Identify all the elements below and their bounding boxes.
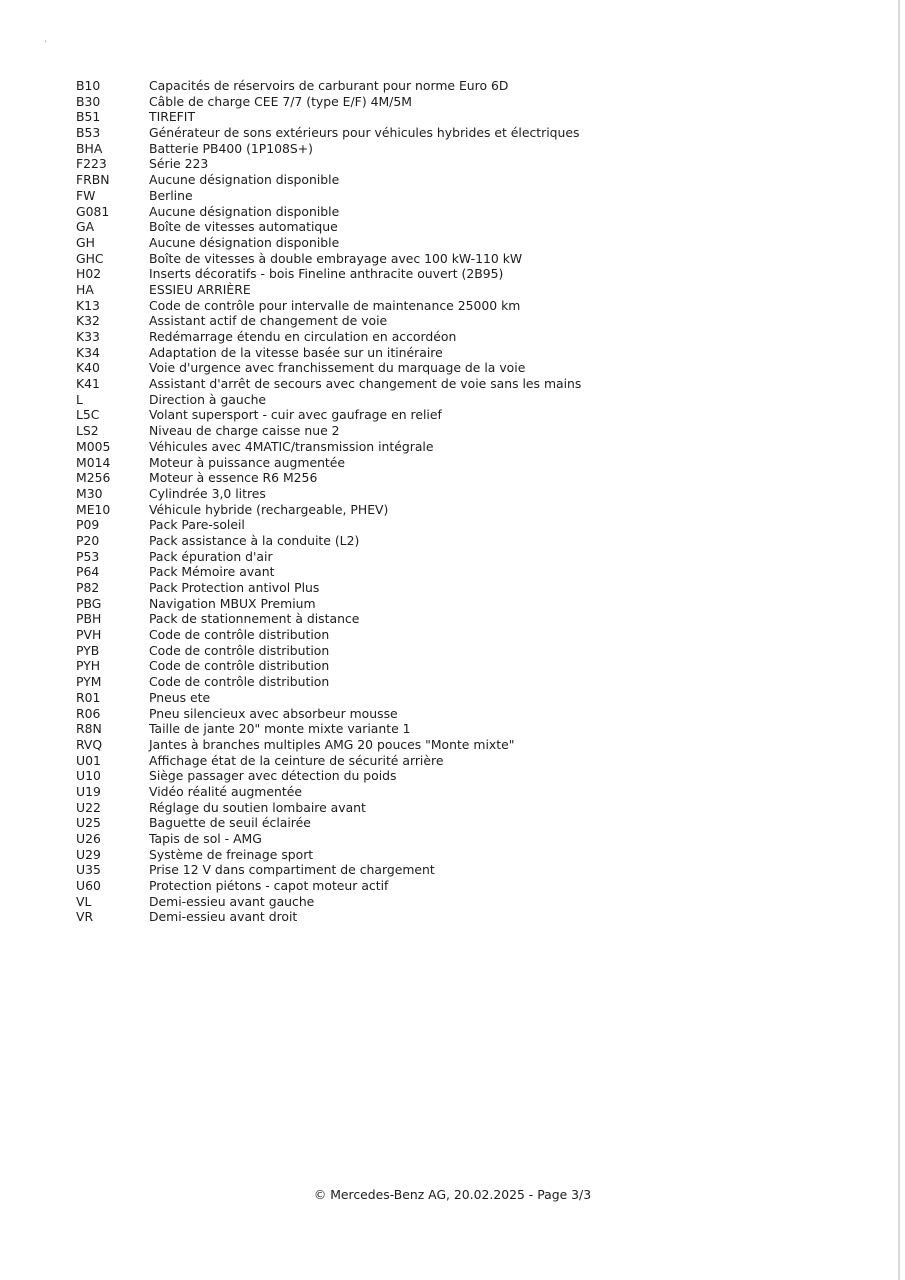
option-description: Aucune désignation disponible (149, 203, 340, 219)
option-code: M014 (76, 454, 111, 470)
option-code: K33 (76, 329, 100, 344)
option-description: Pneu silencieux avec absorbeur mousse (149, 705, 398, 721)
code-row (76, 125, 876, 141)
option-description: Moteur à essence R6 M256 (149, 470, 318, 486)
code-row (76, 580, 876, 596)
option-code: VR (76, 909, 94, 925)
option-description: Pack assistance à la conduite (L2) (149, 532, 360, 548)
option-code: U35 (76, 862, 101, 878)
option-description: Générateur de sons extérieurs pour véhicules hybrides et électriques (149, 125, 580, 141)
option-code: B30 (76, 93, 101, 109)
code-row (76, 611, 876, 627)
code-row (76, 815, 876, 831)
option-code: P82 (76, 580, 100, 595)
option-code: ME10 (76, 501, 111, 517)
option-description: Code de contrôle distribution (149, 627, 330, 643)
code-row (76, 706, 876, 722)
option-description: Cylindrée 3,0 litres (149, 485, 266, 501)
option-code: K40 (76, 360, 100, 376)
code-row (76, 690, 876, 706)
option-code: U19 (76, 783, 101, 799)
option-description: Affichage état de la ceinture de sécurité arrière (149, 752, 444, 768)
option-code: F223 (76, 156, 107, 172)
option-code: PVH (76, 627, 102, 643)
code-row (76, 596, 876, 612)
option-code: BHA (76, 140, 103, 156)
option-description: Réglage du soutien lombaire avant (149, 799, 366, 815)
option-description: Code de contrôle distribution (149, 642, 330, 658)
code-row (76, 266, 876, 282)
code-row (76, 235, 876, 251)
code-row (76, 847, 876, 863)
option-description: Code de contrôle pour intervalle de maintenance 25000 km (149, 297, 521, 313)
option-code: R8N (76, 721, 102, 737)
option-code: GH (76, 234, 95, 250)
option-code: U29 (76, 846, 101, 862)
option-code: LS2 (76, 423, 99, 439)
code-row (76, 643, 876, 659)
option-description: Taille de jante 20" monte mixte variante 1 (149, 721, 411, 737)
option-description: Moteur à puissance augmentée (149, 454, 346, 470)
code-row (76, 329, 876, 345)
code-row (76, 486, 876, 502)
option-description: Berline (149, 187, 193, 203)
option-description: Volant supersport - cuir avec gaufrage en relief (149, 407, 442, 423)
option-code: B53 (76, 125, 101, 141)
code-row (76, 141, 876, 157)
code-row (76, 627, 876, 643)
code-row (76, 455, 876, 471)
option-code: FRBN (76, 172, 110, 188)
option-description: Pack Protection antivol Plus (149, 580, 320, 595)
option-description: Batterie PB400 (1P108S+) (149, 140, 314, 156)
code-row (76, 345, 876, 361)
code-row (76, 753, 876, 769)
code-row (76, 219, 876, 235)
option-code: PBG (76, 595, 102, 611)
code-row (76, 502, 876, 518)
code-row (76, 800, 876, 816)
option-description: Capacités de réservoirs de carburant pour norme Euro 6D (149, 78, 509, 93)
code-row (76, 109, 876, 125)
option-description: ESSIEU ARRIÈRE (149, 281, 251, 297)
option-description: Inserts décoratifs - bois Fineline anthracite ouvert (2B95) (149, 266, 504, 282)
code-row (76, 423, 876, 439)
option-description: Véhicule hybride (rechargeable, PHEV) (149, 501, 389, 517)
code-row (76, 831, 876, 847)
option-description: Boîte de vitesses automatique (149, 219, 338, 235)
code-row (76, 360, 876, 376)
code-row (76, 737, 876, 753)
scan-edge-line (898, 0, 900, 1280)
code-row (76, 407, 876, 423)
option-code: P09 (76, 517, 100, 533)
code-row (76, 298, 876, 314)
option-description: Système de freinage sport (149, 846, 314, 862)
code-row (76, 784, 876, 800)
option-code: K32 (76, 313, 100, 329)
option-code: K13 (76, 297, 100, 313)
option-description: Demi-essieu avant gauche (149, 893, 315, 909)
option-code: R01 (76, 689, 101, 705)
scan-mark: ’ (44, 40, 47, 50)
code-row (76, 376, 876, 392)
option-description: Redémarrage étendu en circulation en accordéon (149, 329, 457, 344)
option-code: U01 (76, 752, 101, 768)
option-description: Pack Pare-soleil (149, 517, 245, 533)
code-row (76, 674, 876, 690)
option-description: Siège passager avec détection du poids (149, 768, 397, 784)
option-description: Baguette de seuil éclairée (149, 815, 311, 831)
code-row (76, 909, 876, 925)
option-code: P53 (76, 548, 100, 564)
option-description: Demi-essieu avant droit (149, 909, 298, 925)
option-code: U25 (76, 815, 101, 831)
option-code: B51 (76, 109, 101, 125)
code-row (76, 204, 876, 220)
option-code: RVQ (76, 736, 103, 752)
option-description: Direction à gauche (149, 391, 267, 407)
option-code: R06 (76, 705, 101, 721)
option-code: G081 (76, 203, 110, 219)
code-row (76, 517, 876, 533)
option-description: Adaptation de la vitesse basée sur un itinéraire (149, 344, 443, 360)
option-description: Niveau de charge caisse nue 2 (149, 423, 340, 439)
code-row (76, 894, 876, 910)
code-row (76, 172, 876, 188)
code-row (76, 470, 876, 486)
code-row (76, 549, 876, 565)
option-code: VL (76, 893, 92, 909)
option-description: Aucune désignation disponible (149, 234, 340, 250)
option-description: Boîte de vitesses à double embrayage avec 100 kW-110 kW (149, 250, 523, 266)
option-description: Navigation MBUX Premium (149, 595, 316, 611)
code-row (76, 94, 876, 110)
code-row (76, 251, 876, 267)
option-description: Véhicules avec 4MATIC/transmission intégrale (149, 438, 434, 454)
code-row (76, 439, 876, 455)
option-code: U22 (76, 799, 101, 815)
code-row (76, 721, 876, 737)
option-description: Aucune désignation disponible (149, 172, 340, 188)
option-code: M256 (76, 470, 111, 486)
option-code: M30 (76, 485, 103, 501)
option-code: U26 (76, 831, 101, 846)
option-description: Pack Mémoire avant (149, 564, 275, 580)
option-description: Voie d'urgence avec franchissement du marquage de la voie (149, 360, 526, 376)
option-description: Assistant d'arrêt de secours avec changement de voie sans les mains (149, 376, 582, 392)
option-code: GHC (76, 250, 104, 266)
option-code: U60 (76, 878, 101, 894)
option-code: P64 (76, 564, 100, 580)
option-code: PYB (76, 642, 100, 658)
code-row (76, 392, 876, 408)
code-row (76, 78, 876, 94)
code-row (76, 533, 876, 549)
option-code: GA (76, 219, 95, 235)
footer-text: © Mercedes-Benz AG, 20.02.2025 - Page 3/3 (313, 1187, 592, 1202)
option-description: Tapis de sol - AMG (149, 831, 262, 846)
option-description: Pneus ete (149, 689, 211, 705)
code-row (76, 282, 876, 298)
option-code: L (76, 391, 83, 407)
page-footer (0, 1187, 905, 1202)
option-code: U10 (76, 768, 101, 784)
option-code: HA (76, 281, 94, 297)
option-description: Série 223 (149, 156, 209, 172)
option-description: Prise 12 V dans compartiment de chargement (149, 862, 435, 878)
code-row (76, 564, 876, 580)
option-description: Pack épuration d'air (149, 548, 273, 564)
option-code: FW (76, 187, 96, 203)
option-description: Câble de charge CEE 7/7 (type E/F) 4M/5M (149, 93, 412, 109)
option-description: Code de contrôle distribution (149, 658, 330, 674)
option-description: Pack de stationnement à distance (149, 611, 360, 627)
code-row (76, 658, 876, 674)
code-row (76, 156, 876, 172)
option-code: M005 (76, 438, 111, 454)
option-description: Protection piétons - capot moteur actif (149, 878, 389, 894)
code-row (76, 878, 876, 894)
option-code: PYH (76, 658, 101, 674)
option-code: PYM (76, 674, 102, 690)
option-description: Assistant actif de changement de voie (149, 313, 388, 329)
option-description: Code de contrôle distribution (149, 674, 330, 690)
option-code: L5C (76, 407, 100, 423)
code-row (76, 768, 876, 784)
option-description: TIREFIT (149, 109, 196, 125)
option-code: P20 (76, 532, 100, 548)
option-code: K34 (76, 344, 100, 360)
option-code: PBH (76, 611, 102, 627)
option-code: B10 (76, 78, 101, 93)
option-description: Vidéo réalité augmentée (149, 783, 302, 799)
option-code: K41 (76, 376, 100, 392)
option-code-list (76, 78, 876, 925)
option-description: Jantes à branches multiples AMG 20 pouces "Monte mixte" (149, 736, 515, 752)
code-row (76, 862, 876, 878)
code-row (76, 313, 876, 329)
option-code: H02 (76, 266, 102, 282)
code-row (76, 188, 876, 204)
